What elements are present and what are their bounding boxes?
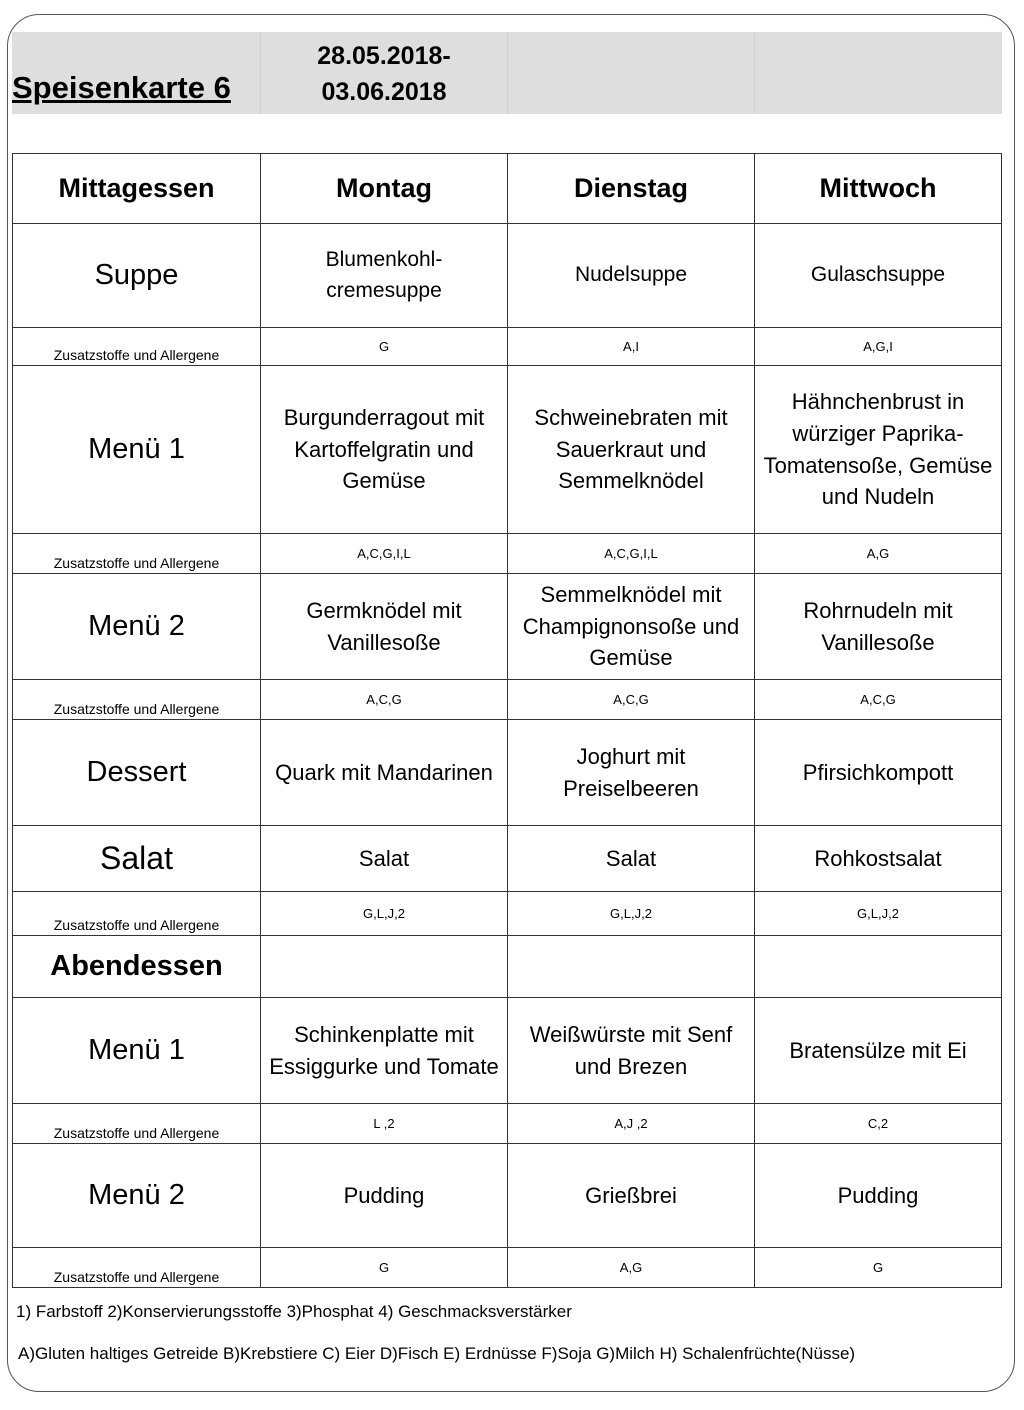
allergen-cell: L ,2 [261,1104,508,1144]
allergen-row [13,680,1002,720]
allergen-cell: G [755,1248,1002,1288]
header-day-monday: Montag [261,154,508,224]
section-label-abendessen: Abendessen [13,936,261,998]
dish-cell: Salat [261,826,508,892]
dish-cell: Quark mit Mandarinen [261,720,508,826]
dish-cell: Nudelsuppe [508,224,755,328]
table-header-row [13,154,1002,224]
dish-cell: Hähnchenbrust in würziger Paprika-Tomatensoße, Gemüse und Nudeln [755,366,1002,534]
allergen-cell: G [261,1248,508,1288]
header-mittagessen: Mittagessen [13,154,261,224]
empty-cell [755,936,1002,998]
allergen-label: Zusatzstoffe und Allergene [13,892,261,936]
allergen-row [13,892,1002,936]
table-row [13,720,1002,826]
allergen-cell: A,G,I [755,328,1002,366]
allergen-row [13,1104,1002,1144]
allergen-cell: A,C,G [261,680,508,720]
table-row [13,574,1002,680]
category-label: Suppe [13,224,261,328]
dish-cell: Weißwürste mit Senf und Brezen [508,998,755,1104]
date-range [260,38,508,111]
table-row [13,1144,1002,1248]
category-label: Menü 1 [13,998,261,1104]
allergen-row [13,1248,1002,1288]
dish-cell: Pudding [261,1144,508,1248]
allergen-cell: G,L,J,2 [508,892,755,936]
legend-allergens: A)Gluten haltiges Getreide B)Krebstiere C) Eier D)Fisch E) Erdnüsse F)Soja G)Milch H) Schalenfrüchte(Nüsse) [18,1344,856,1363]
table-row [13,366,1002,534]
dish-cell: Joghurt mit Preiselbeeren [508,720,755,826]
allergen-row [13,534,1002,574]
category-label: Menü 2 [13,1144,261,1248]
legend-additives: 1) Farbstoff 2)Konservierungsstoffe 3)Phosphat 4) Geschmacksverstärker [16,1302,572,1321]
dish-cell: Semmelknödel mit Champignonsoße und Gemüse [508,574,755,680]
date-range-start: 28.05.2018- [317,42,451,70]
allergen-cell: G,L,J,2 [755,892,1002,936]
allergen-cell: A,G [755,534,1002,574]
dish-cell: Pudding [755,1144,1002,1248]
allergen-label: Zusatzstoffe und Allergene [13,1248,261,1288]
allergen-cell: G [261,328,508,366]
empty-cell [261,936,508,998]
dish-cell: Gulaschsuppe [755,224,1002,328]
allergen-label: Zusatzstoffe und Allergene [13,1104,261,1144]
dish-cell: Grießbrei [508,1144,755,1248]
allergen-cell: A,C,G,I,L [261,534,508,574]
dish-cell: Burgunderragout mit Kartoffelgratin und Gemüse [261,366,508,534]
allergen-cell: A,I [508,328,755,366]
dish-cell: Schweinebraten mit Sauerkraut und Semmelknödel [508,366,755,534]
dish-cell [261,224,508,328]
dish-cell: Rohkostsalat [755,826,1002,892]
dish-cell: Salat [508,826,755,892]
dish-cell: Schinkenplatte mit Essiggurke und Tomate [261,998,508,1104]
table-row [13,998,1002,1104]
dish-cell: Bratensülze mit Ei [755,998,1002,1104]
allergen-label: Zusatzstoffe und Allergene [13,680,261,720]
allergen-cell: A,J ,2 [508,1104,755,1144]
category-label: Menü 1 [13,366,261,534]
allergen-row [13,328,1002,366]
page-title: Speisenkarte 6 [12,70,231,105]
menu-table [12,153,1002,1288]
header-day-tuesday: Dienstag [508,154,755,224]
dish-text: Blumenkohl- cremesuppe [325,248,443,302]
allergen-label: Zusatzstoffe und Allergene [13,328,261,366]
dish-cell: Germknödel mit Vanillesoße [261,574,508,680]
allergen-cell: G,L,J,2 [261,892,508,936]
dish-cell: Rohrnudeln mit Vanillesoße [755,574,1002,680]
allergen-cell: A,C,G [508,680,755,720]
category-label: Dessert [13,720,261,826]
empty-cell [508,936,755,998]
header-day-wednesday: Mittwoch [755,154,1002,224]
table-section-row [13,936,1002,998]
allergen-cell: A,C,G [755,680,1002,720]
allergen-cell: C,2 [755,1104,1002,1144]
category-label: Salat [13,826,261,892]
date-range-end: 03.06.2018 [321,78,447,107]
table-row [13,224,1002,328]
table-row [13,826,1002,892]
allergen-cell: A,G [508,1248,755,1288]
category-label: Menü 2 [13,574,261,680]
allergen-cell: A,C,G,I,L [508,534,755,574]
allergen-label: Zusatzstoffe und Allergene [13,534,261,574]
dish-cell: Pfirsichkompott [755,720,1002,826]
